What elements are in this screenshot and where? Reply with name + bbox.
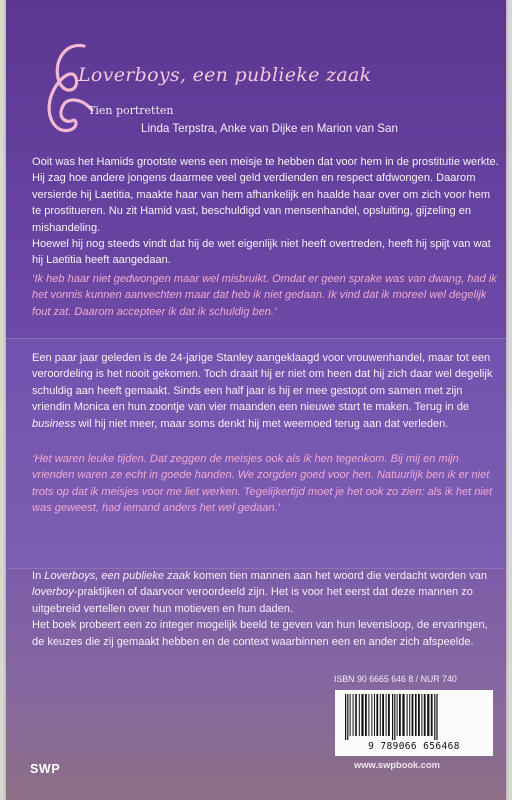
barcode-bar <box>371 694 372 736</box>
blurb-paragraph-summary <box>32 568 500 650</box>
quote-stanley: ‘Het waren leuke tijden. Dat zeggen de meisjes ook als ik hen tegenkom. Bij mij en mijn vrienden waren ze echt in goede handen. We zorgden goed voor hen. Natuurlijk ben ik er niet trots op dat ik meisjes voor me liet werken. Tegelijkertijd moet je het ook zo zien: als ik het niet was geweest, had iemand anders het wel gedaan.’ <box>32 453 493 515</box>
barcode-bar <box>402 694 404 736</box>
barcode-bar <box>427 694 429 736</box>
barcode-bar <box>424 694 426 736</box>
blurb-text: In <box>32 570 45 582</box>
blurb-paragraph-hamid <box>32 154 500 269</box>
blurb-text: Het boek probeert een zo integer mogelijk beeld te geven van hun levensloop, de ervaringen, de keuzes die zij gemaakt hebben en de context waarbinnen een en ander zich afspeelde. <box>32 619 488 648</box>
blurb-text: komen tien mannen aan het woord die verdacht worden van <box>190 570 488 582</box>
barcode-bar <box>407 694 408 736</box>
decorative-script-l-icon <box>36 38 98 142</box>
book-title: Loverboys, een publieke zaak <box>78 64 372 86</box>
blurb-keyword: loverboy <box>32 586 74 599</box>
cover-panel <box>6 0 506 800</box>
barcode-bar <box>353 694 354 736</box>
barcode-bar <box>350 694 351 736</box>
barcode-bar <box>361 694 363 736</box>
barcode-bar <box>392 694 393 740</box>
quote-hamid: ‘Ik heb haar niet gedwongen maar wel misbruikt. Omdat er geen sprake was van dwang, had ik het vonnis kunnen aanvechten maar dat heb ik niet gedaan. Ik vind dat ik moreel wel degelijk fout zat. Daarom accepteer ik dat ik schuldig ben.’ <box>32 273 497 318</box>
barcode-number: 9 789066 656468 <box>368 741 460 752</box>
section-divider <box>6 338 506 339</box>
barcode-bar <box>368 694 369 736</box>
barcode-bars <box>343 694 485 740</box>
barcode-bar <box>394 694 395 740</box>
book-authors: Linda Terpstra, Anke van Dijke en Marion van San <box>141 122 398 135</box>
barcode-bar <box>380 694 381 736</box>
barcode-bar <box>382 694 384 736</box>
barcode-bar <box>412 694 414 736</box>
barcode <box>335 690 493 756</box>
barcode-bar <box>418 694 420 736</box>
blurb-paragraph-stanley <box>32 350 500 432</box>
barcode-bar <box>376 694 378 736</box>
barcode-bar <box>434 694 435 740</box>
barcode-bar <box>431 694 433 736</box>
blurb-text: -praktijken of daarvoor veroordeeld zijn. Het is voor het eerst dat deze mannen zo uitgebreid vertellen over hun motieven en hun daden. <box>32 586 473 615</box>
blurb-text: wil hij niet meer, maar soms denkt hij met weemoed terug aan dat verleden. <box>75 417 449 430</box>
blurb-text: Een paar jaar geleden is de 24-jarige Stanley aangeklaagd voor vrouwenhandel, maar tot een veroordeling is het nooit gekomen. Toch draait hij er niet om heen dat hij zich daar wel degelijk schuldig aan heeft gemaakt. Sinds een half jaar is hij er mee gestopt om samen met zijn vriendin Monica en hun zoontje van vier maanden een nieuwe start te maken. Terug in de <box>32 352 493 414</box>
barcode-bar <box>347 694 348 740</box>
barcode-bar <box>388 694 390 736</box>
publisher-url[interactable]: www.swpbook.com <box>354 760 440 770</box>
blurb-keyword: Loverboys, een publieke zaak <box>44 570 191 582</box>
barcode-bar <box>345 694 346 740</box>
barcode-bar <box>421 694 422 736</box>
blurb-text: Hoewel hij nog steeds vindt dat hij de wet eigenlijk niet heeft overtreden, heeft hij spijt van wat hij Laetitia heeft aangedaan. <box>32 238 491 267</box>
barcode-bar <box>436 694 437 740</box>
isbn-label: ISBN 90 6665 646 8 / NUR 740 <box>334 674 457 684</box>
barcode-bar <box>399 694 401 736</box>
blurb-keyword: business <box>32 417 76 430</box>
barcode-bar <box>359 694 360 736</box>
barcode-bar <box>415 694 417 736</box>
barcode-bar <box>397 694 398 736</box>
book-subtitle: Tien portretten <box>88 104 174 117</box>
publisher-logo: SWP <box>30 762 61 776</box>
barcode-bar <box>374 694 375 736</box>
barcode-bar <box>355 694 357 736</box>
barcode-bar <box>365 694 367 736</box>
barcode-bar <box>386 694 387 736</box>
barcode-bar <box>409 694 410 736</box>
blurb-text: Ooit was het Hamids grootste wens een meisje te hebben dat voor hem in de prostitutie werkte. Hij zag hoe andere jongens daarmee veel geld verdienden en respect afdwongen. Daarom versierde hij Laetitia, maakte haar van hem afhankelijk en haalde haar over om zich voor hem te prostitueren. Nu zit Hamid vast, beschuldigd van mensenhandel, opsluiting, gijzeling en mishandeling. <box>32 156 499 234</box>
